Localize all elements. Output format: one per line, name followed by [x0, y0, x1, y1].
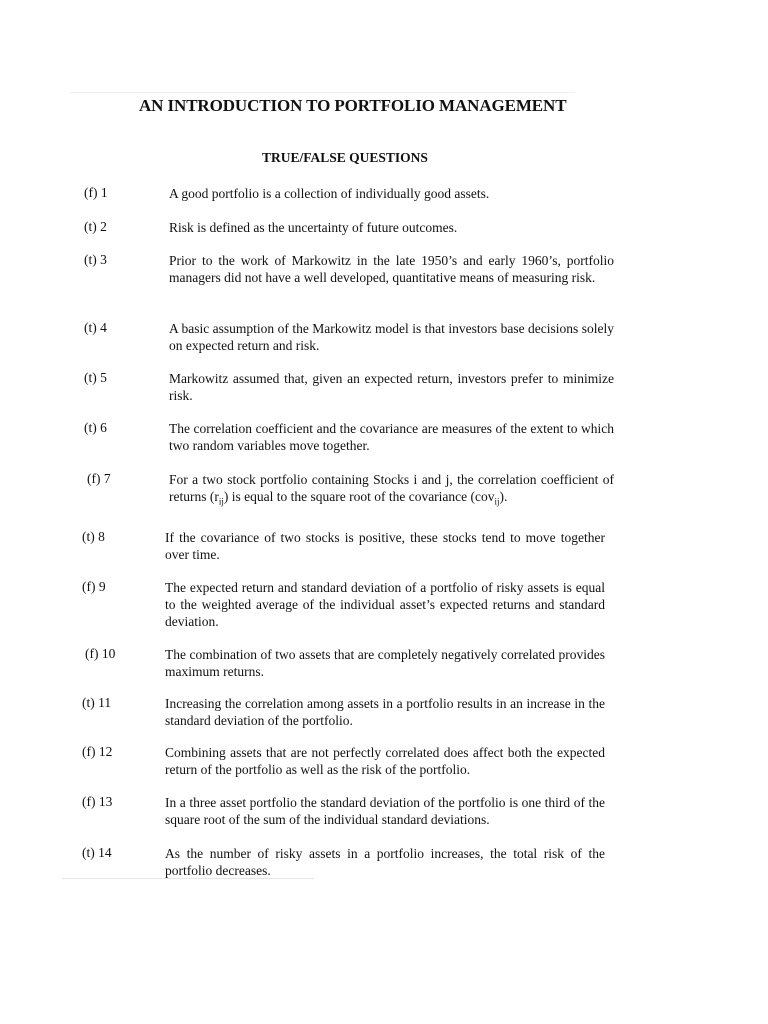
question-text: Increasing the correlation among assets in a portfolio results in an increase in the standard deviation of the portfolio.: [165, 696, 605, 728]
question-label: (f) 12: [82, 744, 113, 759]
bottom-rule: [62, 878, 314, 879]
question-text: Risk is defined as the uncertainty of future outcomes.: [169, 220, 458, 235]
question-text: Markowitz assumed that, given an expected return, investors prefer to minimize risk.: [169, 371, 614, 403]
question-label: (t) 14: [82, 845, 112, 860]
section-heading: TRUE/FALSE QUESTIONS: [262, 150, 428, 165]
question-text: The correlation coefficient and the covariance are measures of the extent to which two random variables move together.: [169, 421, 614, 453]
question-label: (f) 7: [87, 471, 111, 486]
question-label: (t) 3: [84, 252, 107, 267]
question-text: Prior to the work of Markowitz in the late 1950’s and early 1960’s, portfolio managers did not have a well developed, quantitative means of measuring risk.: [169, 253, 614, 285]
question-text: A good portfolio is a collection of individually good assets.: [169, 186, 490, 201]
question-label: (t) 11: [82, 695, 112, 710]
question-text: The combination of two assets that are completely negatively correlated provides maximum returns.: [165, 647, 605, 679]
question-label: (t) 5: [84, 370, 107, 385]
question-label: (t) 2: [84, 219, 107, 234]
question-label: (f) 13: [82, 794, 113, 809]
question-text: In a three asset portfolio the standard deviation of the portfolio is one third of the square root of the sum of the individual standard deviations.: [165, 795, 605, 827]
question-label: (t) 6: [84, 420, 107, 435]
question-label: (f) 1: [84, 185, 108, 200]
question-text: As the number of risky assets in a portfolio increases, the total risk of the portfolio decreases.: [165, 846, 605, 878]
question-text: A basic assumption of the Markowitz model is that investors base decisions solely on expected return and risk.: [169, 321, 614, 353]
question-text: The expected return and standard deviation of a portfolio of risky assets is equal to the weighted average of the individual asset’s expected returns and standard deviation.: [165, 580, 605, 629]
question-label: (t) 8: [82, 529, 105, 544]
top-rule: [70, 92, 575, 93]
question-label: (f) 9: [82, 579, 106, 594]
question-text: If the covariance of two stocks is positive, these stocks tend to move together over time.: [165, 530, 605, 562]
subscript: ij: [218, 496, 224, 507]
document-title: AN INTRODUCTION TO PORTFOLIO MANAGEMENT: [139, 96, 567, 115]
question-label: (f) 10: [85, 646, 116, 661]
question-text: Combining assets that are not perfectly correlated does affect both the expected return of the portfolio as well as the risk of the portfolio.: [165, 745, 605, 777]
subscript: ij: [494, 496, 500, 507]
question-label: (t) 4: [84, 320, 107, 335]
question-text: For a two stock portfolio containing Stocks i and j, the correlation coefficient of returns $(r_{ij})$ is equal to the square root of the covariance (cov$_{ij}$).: [169, 472, 614, 507]
